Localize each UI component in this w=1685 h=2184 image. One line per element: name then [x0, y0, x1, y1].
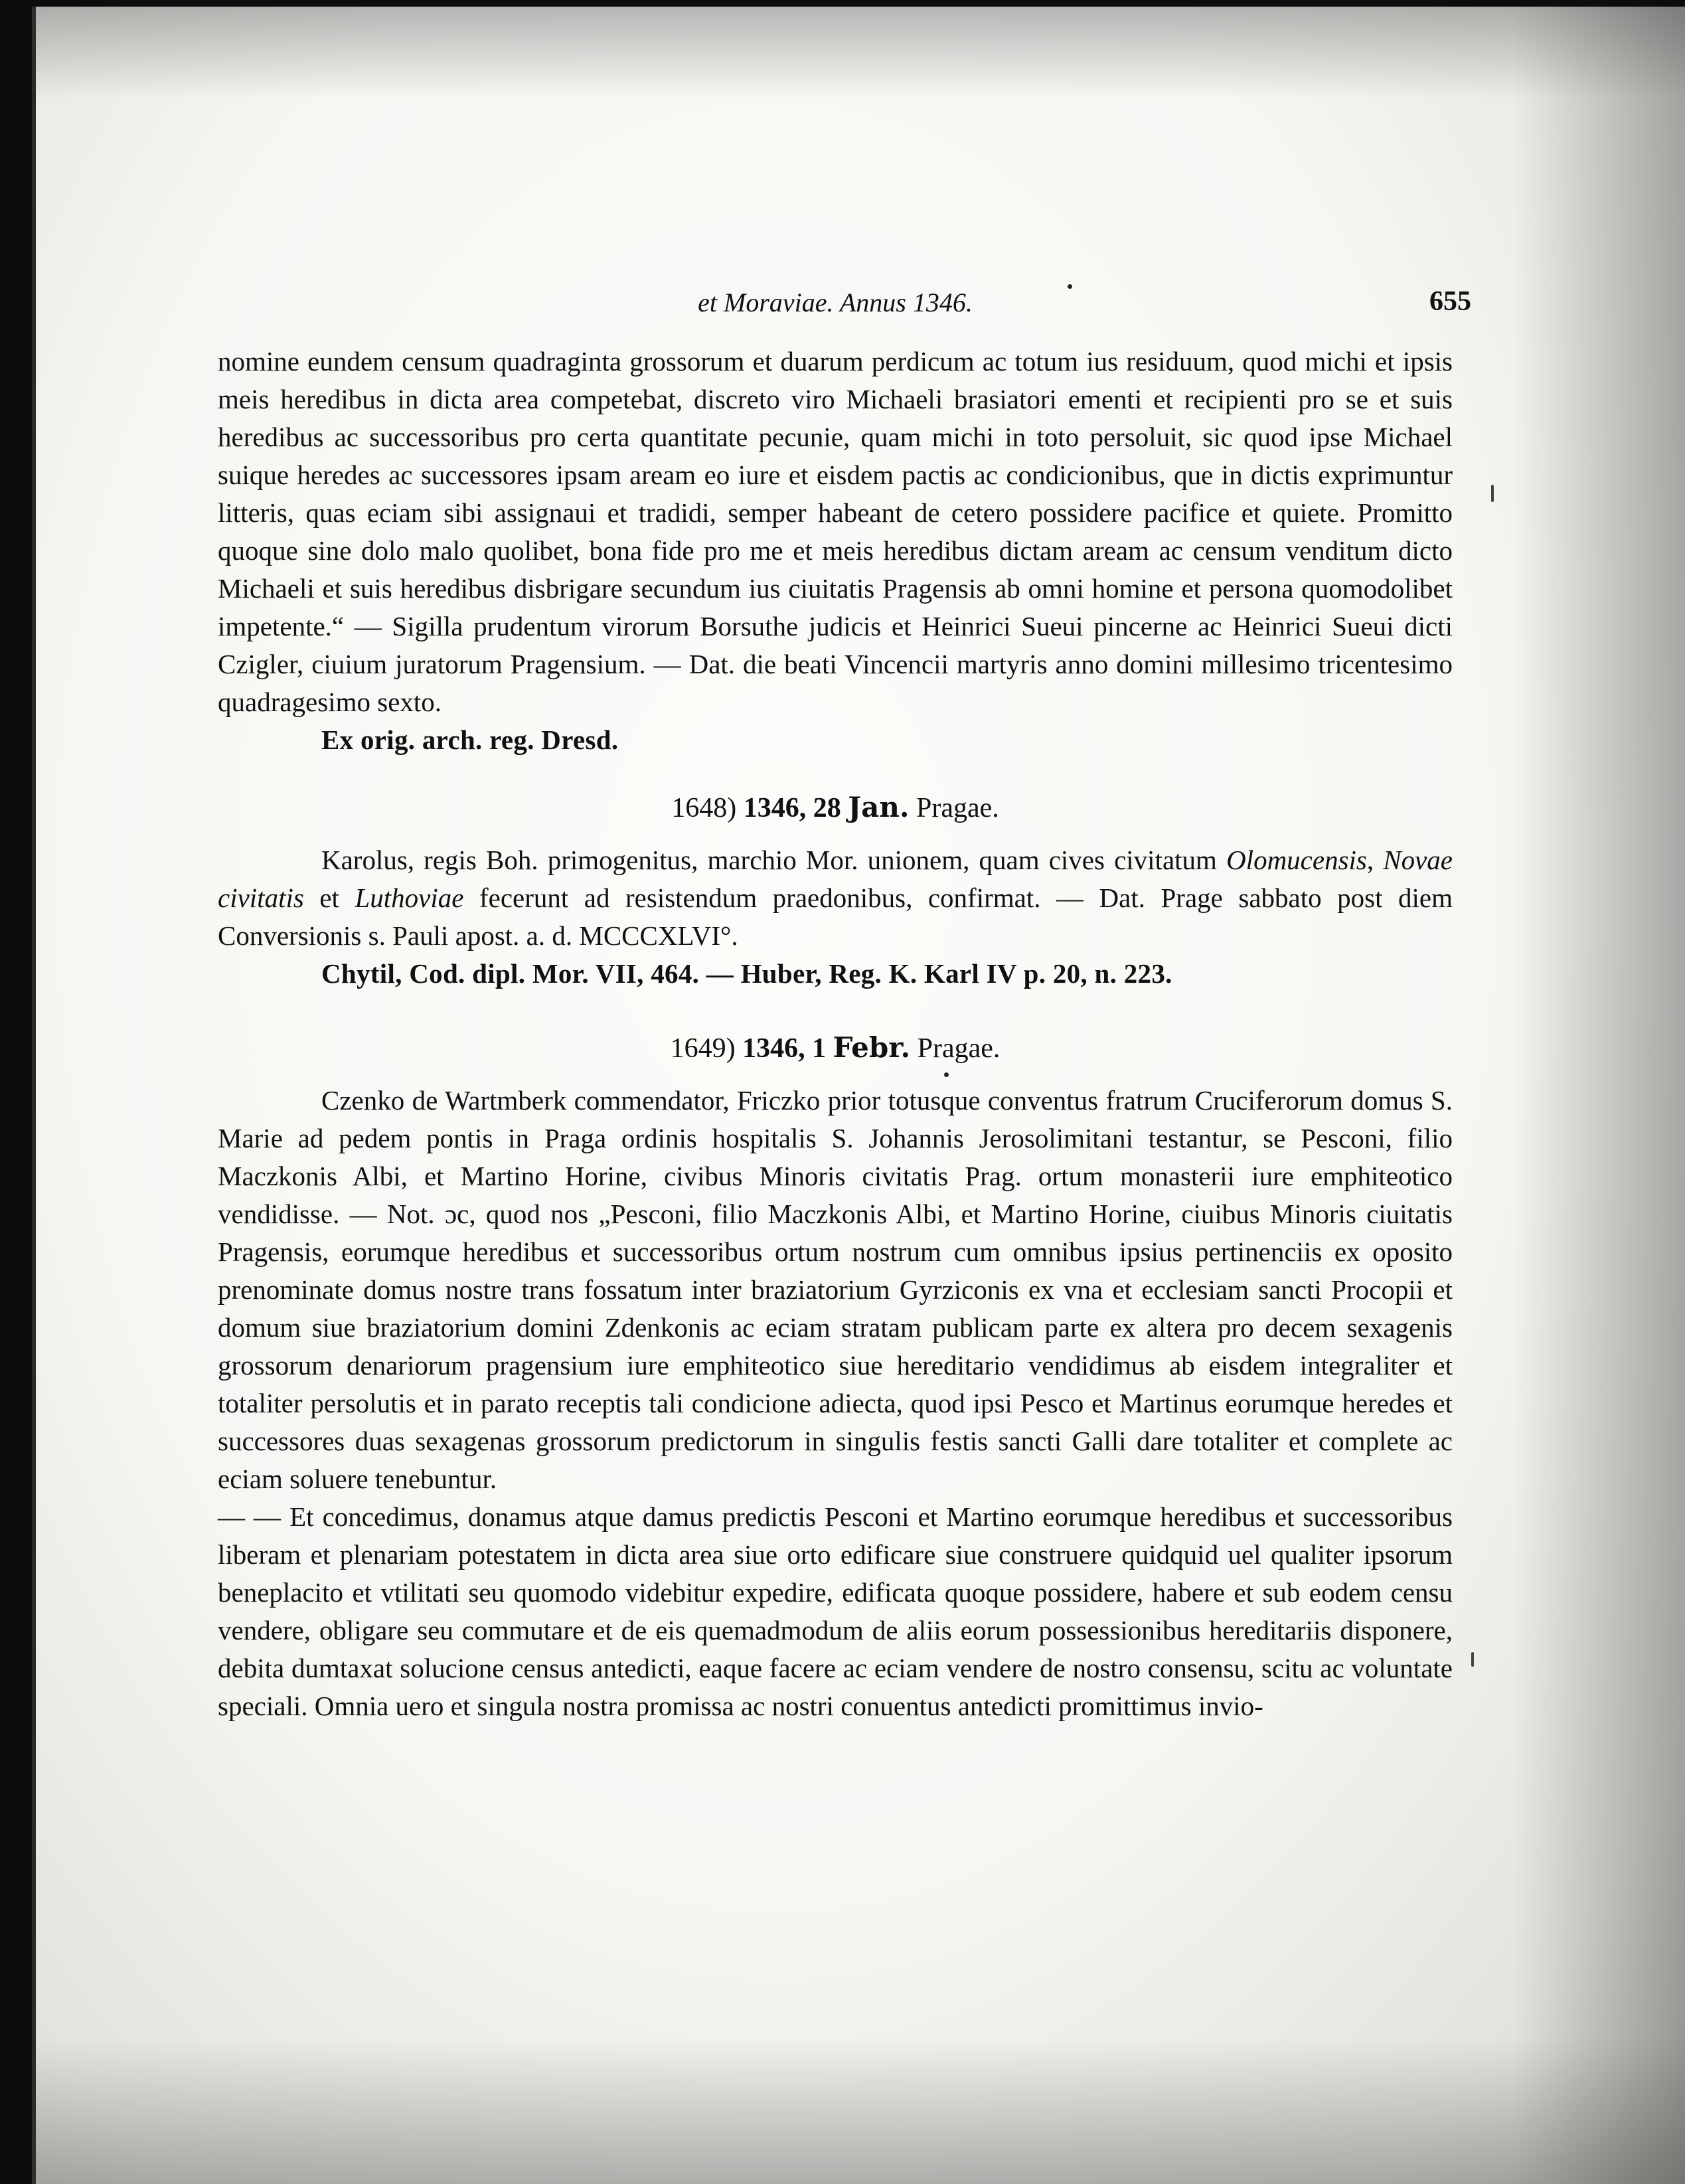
entry-date: 1346, 1	[742, 1033, 827, 1064]
place-name: Novae civitatis	[218, 845, 1453, 913]
running-title: et Moraviae. Annus 1346.	[698, 288, 973, 317]
scan-shadow-right	[1512, 7, 1685, 2184]
entry-text	[218, 841, 1453, 955]
page-content	[218, 272, 1471, 1725]
continuation-block	[218, 343, 1453, 759]
entry-date: 1346, 28	[743, 793, 841, 823]
entry-text-continued: — — Et concedimus, donamus atque damus predictis Pesconi et Martino eorumque heredibus et successoribus liberam et plenariam potestatem in dicta area siue orto edificare siue construere quidquid uel qualiter ipsorum beneplacito et vtilitati seu quomodo videbitur expedire, edificata quoque possidere, habere et sub eodem censu vendere, obligare seu commutare et de eis quemadmodum de aliis eorum possessionibus hereditariis disponere, debita dumtaxat solucione census antedicti, eaque facere ac eciam vendere de nostro consensu, scitu ac voluntate speciali. Omnia uero et singula nostra promissa ac nostri conuentus antedicti promittimus invio-	[218, 1501, 1453, 1721]
entry-source: Chytil, Cod. dipl. Mor. VII, 464. — Huber, Reg. K. Karl IV p. 20, n. 223.	[321, 958, 1172, 989]
entry-place: Pragae.	[916, 793, 999, 823]
continuation-text: nomine eundem censum quadraginta grossorum et duarum perdicum ac totum ius residuum, quod michi et ipsis meis heredibus in dicta area competebat, discreto viro Michaeli brasiatori ementi et recipienti pro se et suis heredibus ac successoribus pro certa quantitate pecunie, quam michi in toto persoluit, sic quod ipse Michael suique heredes ac successores ipsam aream eo iure et eisdem pactis ac condicionibus, que in dictis exprimuntur litteris, quas eciam sibi assignaui et tradidi, semper habeant de cetero possidere pacifice et quiete. Promitto quoque sine dolo malo quolibet, bona fide pro me et meis heredibus dictam aream ac censum venditum dicto Michaeli et suis heredibus disbrigare secundum ius ciuitatis Pragensis ab omni homine et persona quomodolibet impetente.“ — Sigilla prudentum virorum Borsuthe judicis et Heinrici Sueui pincerne ac Heinrici Sueui dicti Czigler, ciuium juratorum Pragensium. — Dat. die beati Vincencii martyris anno domini millesimo tricentesimo quadragesimo sexto.	[218, 346, 1453, 717]
running-head	[218, 272, 1471, 319]
entry-heading-1648	[218, 791, 1453, 824]
entry-body-1649	[218, 1082, 1453, 1725]
entry-body-1648	[218, 841, 1453, 993]
entry-number: 1649)	[670, 1033, 736, 1064]
entry-text-part: Karolus, regis Boh. primogenitus, marchio Mor. unionem, quam cives civitatum	[321, 845, 1227, 875]
entry-number: 1648)	[671, 793, 737, 823]
entry-text-part: fecerunt ad resistendum praedonibus, confirmat. — Dat. Prage sabbato post diem Conversionis s. Pauli apost. a. d. MCCCXLVI°.	[218, 882, 1453, 951]
page-number: 655	[1429, 286, 1471, 317]
margin-mark	[1471, 1652, 1474, 1667]
entry-heading-1649	[218, 1031, 1453, 1064]
page-edge	[32, 7, 36, 2184]
entry-month: Febr.	[833, 1031, 911, 1064]
entry-month: Jan.	[848, 791, 910, 823]
entry-text-part: et	[303, 882, 355, 913]
scanned-page	[32, 7, 1685, 2184]
continuation-source: Ex orig. arch. reg. Dresd.	[321, 724, 619, 755]
place-name: Olomucensis	[1226, 845, 1367, 875]
entry-text: Czenko de Wartmberk commendator, Friczko prior totusque conventus fratrum Cruciferorum domus S. Marie ad pedem pontis in Praga ordinis hospitalis S. Johannis Jerosolimitani testantur, se Pesconi, filio Maczkonis Albi, et Martino Horine, civibus Minoris civitatis Prag. ortum monasterii iure emphiteotico vendidisse. — Not. ɔc, quod nos „Pesconi, filio Maczkonis Albi, et Martino Horine, ciuibus Minoris ciuitatis Pragensis, eorumque heredibus et successoribus ortum nostrum cum omnibus ipsius pertinenciis ex oposito prenominate domus nostre trans fossatum inter braziatorium Gyrziconis ex vna et ecclesiam sancti Procopii et domum siue braziatorium domini Zdenkonis ac eciam stratam publicam parte ex altera pro decem sexagenis grossorum denariorum pragensium iure emphiteotico siue hereditario vendidimus ab eisdem integraliter et totaliter persolutis et in parato receptis tali condicione adiecta, quod ipsi Pesco et Martinus eorumque heredes et successores duas sexagenas grossorum predictorum in singulis festis sancti Galli dare totaliter et complete ac eciam soluere tenebuntur.	[218, 1085, 1453, 1494]
scan-shadow-bottom	[32, 2038, 1685, 2184]
margin-mark	[1491, 485, 1494, 502]
place-name: Luthoviae	[355, 882, 464, 913]
entry-text-part: ,	[1366, 845, 1384, 875]
entry-place: Pragae.	[917, 1033, 1001, 1064]
scan-shadow-top	[32, 7, 1685, 100]
